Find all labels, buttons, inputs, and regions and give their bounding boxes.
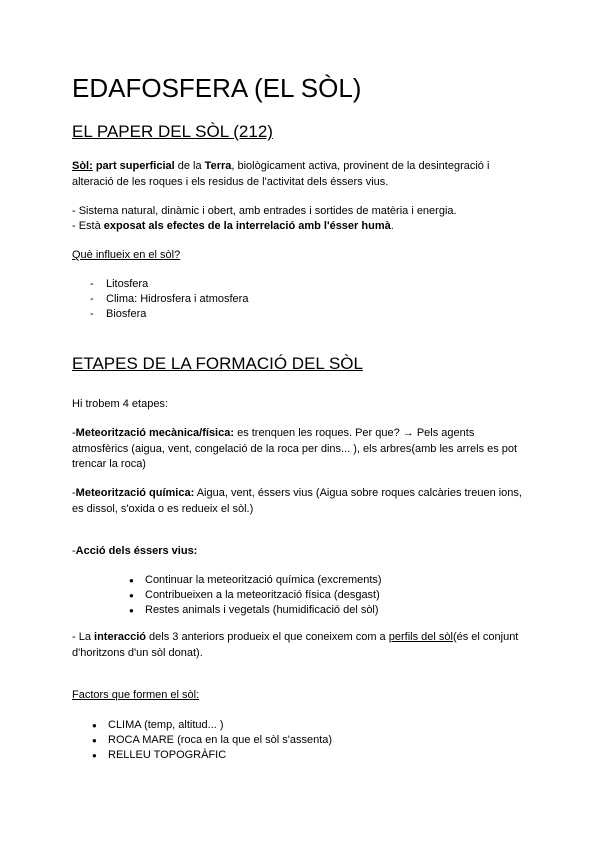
list-item-text: ROCA MARE (roca en la que el sòl s'assenta)	[108, 734, 333, 746]
list-item	[92, 733, 332, 748]
section-heading-etapes: ETAPES DE LA FORMACIÓ DEL SÒL	[72, 354, 363, 373]
list-item-text: Litosfera	[106, 278, 149, 290]
list-item-text: Clima: Hidrosfera i atmosfera	[106, 293, 249, 305]
bullet-icon: ●	[92, 721, 97, 730]
text: Aigua, vent, éssers vius (Aigua sobre roques calcàries treuen ions,	[194, 487, 522, 499]
text: .	[390, 220, 394, 232]
list-item-text: Restes animals i vegetals (humidificació del sòl)	[145, 604, 379, 616]
text: atmosfèrics (aigua, vent, congelació de la roca per dins... ), els arbres(amb les arrels es pot	[72, 442, 518, 455]
text: , biològicament activa, provinent de la desintegració i	[231, 160, 490, 172]
list-item	[90, 307, 146, 322]
bold-text: Acció dels éssers vius:	[75, 545, 198, 557]
list-item	[90, 292, 248, 307]
bullet-icon: ●	[129, 606, 134, 615]
dash-marker: -	[90, 293, 94, 305]
bold-text: Meteorització mecànica/física:	[75, 427, 235, 439]
bullet-icon: ●	[92, 736, 97, 745]
question-heading: Què influeix en el sòl?	[72, 249, 181, 261]
intro-line: Hi trobem 4 etapes:	[72, 398, 168, 410]
definition-paragraph	[72, 159, 489, 190]
text: es dissol, s'oxida o es redueix el sòl.)	[72, 502, 254, 515]
list-item	[92, 748, 226, 763]
section-heading-paper: EL PAPER DEL SÒL (212)	[72, 122, 273, 141]
esta-line	[72, 219, 394, 235]
sistema-line: - Sistema natural, dinàmic i obert, amb entrades i sortides de matèria i energia.	[72, 205, 457, 217]
document-title: EDAFOSFERA (EL SÒL)	[72, 73, 362, 103]
quimica-paragraph	[72, 486, 522, 517]
list-item	[129, 588, 380, 603]
bold-text: Terra	[204, 160, 232, 172]
dash: -	[72, 427, 76, 439]
list-item	[92, 718, 224, 733]
bold-text: interacció	[94, 631, 146, 643]
list-item-text: Contribueixen a la meteorització física (desgast)	[145, 589, 380, 601]
list-item	[129, 573, 382, 588]
bullet-icon: ●	[129, 576, 134, 585]
text: - Està	[72, 220, 104, 232]
list-item-text: RELLEU TOPOGRÀFIC	[108, 749, 227, 761]
list-item-text: Continuar la meteorització química (excrements)	[145, 574, 382, 586]
bold-text: part superficial	[92, 160, 175, 172]
dash-marker: -	[90, 278, 94, 290]
dash: -	[72, 487, 76, 499]
dash: -	[72, 545, 76, 557]
text: alteració de les roques i els residus de l'activitat dels éssers vius.	[72, 175, 389, 188]
text: (és el conjunt	[452, 631, 519, 643]
text: d'horitzons d'un sòl donat).	[72, 646, 203, 659]
mecanica-paragraph	[72, 426, 517, 473]
bold-text: Meteorització química:	[75, 487, 195, 499]
list-item	[129, 603, 379, 618]
dash-marker: -	[90, 308, 94, 320]
text: trencar la roca)	[72, 458, 146, 471]
accio-heading	[72, 544, 197, 560]
text: es trenquen les roques. Per que? → Pels agents	[234, 427, 475, 439]
text: dels 3 anteriors produeix el que coneixem com a	[145, 631, 389, 643]
bullet-icon: ●	[92, 751, 97, 760]
list-item-text: Biosfera	[106, 308, 147, 320]
bullet-icon: ●	[129, 591, 134, 600]
factors-heading: Factors que formen el sòl:	[72, 689, 200, 701]
term: Sòl:	[72, 160, 93, 172]
text: de la	[174, 160, 205, 172]
text: - La	[72, 631, 95, 643]
list-item-text: CLIMA (temp, altitud... )	[108, 719, 224, 731]
list-item	[90, 277, 148, 292]
bold-text: exposat als efectes de la interrelació amb l'ésser humà	[103, 220, 391, 232]
underlined-text: perfils del sòl	[388, 631, 453, 643]
interaccio-paragraph	[72, 630, 518, 661]
